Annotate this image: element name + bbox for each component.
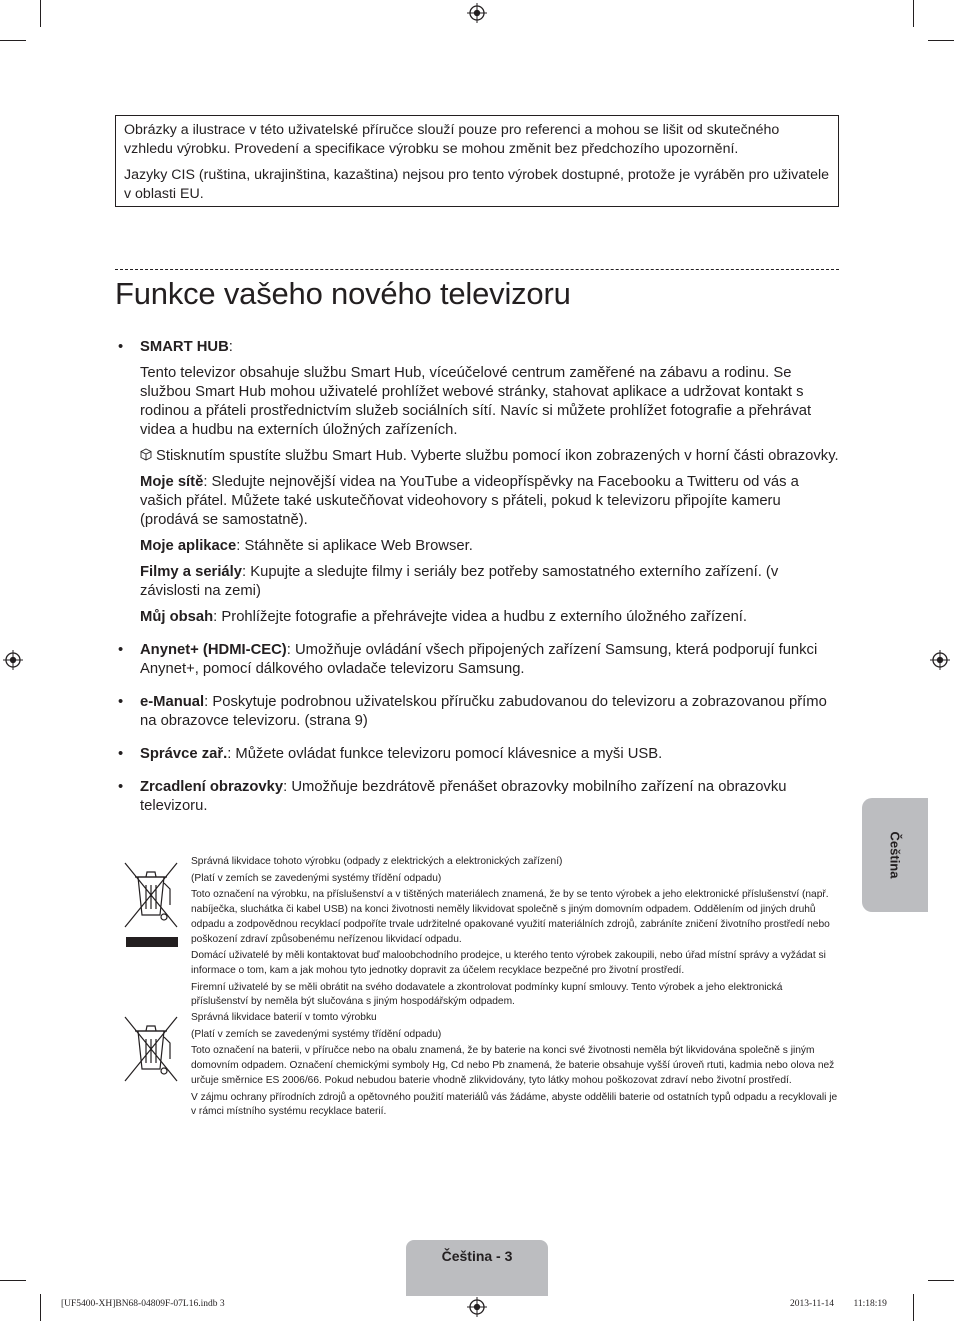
sub-item-text: : Prohlížejte fotografie a přehrávejte videa a hudbu z externího úložného zařízení. — [213, 609, 748, 625]
disposal-paragraph: Toto označení na baterii, v příručce nebo na obalu znamená, že by baterie na konci své životnosti neměla být likvidována společně s jiným domovním odpadem. Označení chemickými symboly Hg, Cd nebo Pb znamená, že baterie obsahuje vyšší úroveň rtuti, kadmia nebo olova než určuje směrnice ES 2006/66. Pokud nebudou baterie vhodně zlikvidovány, tyto látky mohou poškozovat zdraví nebo životní prostředí. — [191, 1045, 835, 1086]
page-number-tab: Čeština - 3 — [406, 1240, 548, 1296]
language-side-tab-label: Čeština — [887, 831, 903, 879]
disposal-paragraph: Firemní uživatelé by se měli obrátit na svého dodavatele a zkontrolovat podmínky kupní smlouvy. Tento výrobek a jeho elektronická příslušenství by neměla být slučována s jiným hospodářským odpadem. — [191, 981, 783, 1008]
bullet: • — [118, 746, 124, 762]
language-side-tab — [862, 798, 928, 912]
feature-label: SMART HUB — [140, 339, 229, 355]
sub-item — [140, 473, 839, 530]
crop-mark — [0, 1280, 26, 1281]
smart-hub-press-text: Stisknutím spustíte službu Smart Hub. Vyberte službu pomocí ikon zobrazených v horní části obrazovky. — [156, 448, 839, 464]
feature-note — [140, 447, 839, 466]
sub-item — [140, 537, 839, 556]
crossed-out-wheelie-bin-icon — [120, 1011, 180, 1091]
crop-mark — [913, 0, 914, 27]
registration-mark-icon — [467, 1297, 487, 1317]
sub-item-label: Moje sítě — [140, 474, 204, 490]
disposal-subtitle: (Platí v zemích se zavedenými systémy třídění odpadu) — [191, 1028, 442, 1040]
feature-label: Anynet+ (HDMI-CEC) — [140, 642, 287, 658]
crop-mark — [40, 1294, 41, 1321]
notice-box — [115, 115, 839, 207]
bullet: • — [118, 779, 124, 795]
crop-mark — [928, 1280, 954, 1281]
crop-mark — [0, 40, 26, 41]
print-file-info: [UF5400-XH]BN68-04809F-07L16.indb 3 — [61, 1299, 225, 1309]
feature-separator: : — [228, 339, 233, 355]
feature-screen-mirroring — [115, 778, 839, 816]
registration-mark-icon — [467, 3, 487, 23]
feature-smart-hub — [115, 338, 839, 627]
sub-item — [140, 563, 839, 601]
crop-mark — [928, 40, 954, 41]
feature-list — [115, 338, 839, 830]
feature-device-manager — [115, 745, 839, 764]
sub-item-label: Filmy a seriály — [140, 564, 242, 580]
crossed-out-wheelie-bin-icon — [120, 855, 180, 955]
disposal-product-text — [191, 855, 841, 1012]
feature-label: Zrcadlení obrazovky — [140, 779, 284, 795]
disposal-title: Správná likvidace baterií v tomto výrobku — [191, 1012, 377, 1023]
feature-description: Tento televizor obsahuje službu Smart Hub, víceúčelové centrum zaměřené na zábavu a rodinu. Se službou Smart Hub mohou uživatelé prohlížet webové stránky, stahovat aplikace a udržovat kontakt s rodinou a přáteli prostřednictvím služeb sociálních sítí. Navíc si můžete prohlížet fotografie a přehrávat videa a hudbu na externích úložných zařízeních. — [140, 365, 812, 438]
bullet: • — [118, 642, 124, 658]
feature-text: : Umožňuje bezdrátově přenášet obrazovky mobilního zařízení na obrazovku televizoru. — [140, 779, 787, 814]
disposal-subtitle: (Platí v zemích se zavedenými systémy třídění odpadu) — [191, 872, 442, 884]
sub-item-label: Můj obsah — [140, 609, 214, 625]
page-title: Funkce vašeho nového televizoru — [115, 276, 571, 311]
feature-text: : Poskytuje podrobnou uživatelskou příručku zabudovanou do televizoru a zobrazovanou přímo na obrazovce televizoru. (strana 9) — [140, 694, 827, 729]
crop-mark — [913, 1294, 914, 1321]
print-timestamp: 2013-11-14 ￿￿ 11:18:19 — [790, 1299, 887, 1309]
notice-paragraph: Jazyky CIS (ruština, ukrajinština, kazaština) nejsou pro tento výrobek dostupné, protože je vyráběn pro uživatele v oblasti EU. — [124, 167, 830, 202]
feature-label: e-Manual — [140, 694, 205, 710]
disposal-paragraph: Domácí uživatelé by měli kontaktovat buď maloobchodního prodejce, u kterého tento výrobek zakoupili, nebo úřad místní správy a vyžádat si informace o tom, kam a jak mohou tyto jednotky dopravit za účelem recyklace bezpečné pro životní prostředí. — [191, 950, 826, 976]
feature-e-manual — [115, 693, 839, 731]
registration-mark-icon — [930, 650, 950, 670]
sub-item-text: : Stáhněte si aplikace Web Browser. — [236, 538, 473, 554]
crop-mark — [40, 0, 41, 27]
feature-text: : Umožňuje ovládání všech připojených zařízení Samsung, která podporují funkci Anynet+, pomocí dálkového ovladače televizoru Samsung. — [140, 642, 818, 677]
disposal-battery-text — [191, 1011, 841, 1122]
disposal-title: Správná likvidace tohoto výrobku (odpady z elektrických a elektronických zařízení) — [191, 856, 563, 867]
disposal-paragraph: V zájmu ochrany přírodních zdrojů a opětovného použití materiálů vás žádáme, abyste oddělili baterie od ostatních typů odpadu a recyklovali je v rámci místního systému recyklace baterií. — [191, 1091, 838, 1118]
feature-label: Správce zař. — [140, 746, 228, 762]
feature-anynet — [115, 641, 839, 679]
feature-text: : Můžete ovládat funkce televizoru pomocí klávesnice a myši USB. — [227, 746, 663, 762]
bullet: • — [118, 339, 124, 355]
sub-item — [140, 608, 839, 627]
sub-item-label: Moje aplikace — [140, 538, 237, 554]
section-divider — [115, 269, 839, 270]
sub-item-text: : Kupujte a sledujte filmy i seriály bez potřeby samostatného externího zařízení. (v závislosti na zemi) — [140, 564, 779, 599]
notice-paragraph: Obrázky a ilustrace v této uživatelské příručce slouží pouze pro referenci a mohou se lišit od skutečného vzhledu výrobku. Provedení a specifikace výrobku se mohou změnit bez předchozího upozornění. — [124, 122, 780, 157]
bullet: • — [118, 694, 124, 710]
smart-hub-cube-icon — [140, 448, 152, 461]
sub-item-text: : Sledujte nejnovější videa na YouTube a videopříspěvky na Facebooku a Twitteru od vás a vašich přátel. Můžete také uskutečňovat videohovory s přáteli, pokud k televizoru připojíte kameru (prodává se samostatně). — [140, 474, 799, 528]
registration-mark-icon — [3, 650, 23, 670]
disposal-paragraph: Toto označení na výrobku, na příslušenství a v tištěných materiálech znamená, že by se tento výrobek a jeho elektronické příslušenství (např. nabíječka, sluchátka či kabel USB) na konci životnosti neměly likvidovat společně s jiným domovním odpadem. Oddělením od jiných druhů odpadu a zodpovědnou recyklací podpoříte trvale udržitelné opakované využití materiálních zdrojů, zabráníte zničení životního prostředí nebo poškození zdraví způsobenému neřízenou likvidací odpadu. — [191, 889, 830, 945]
